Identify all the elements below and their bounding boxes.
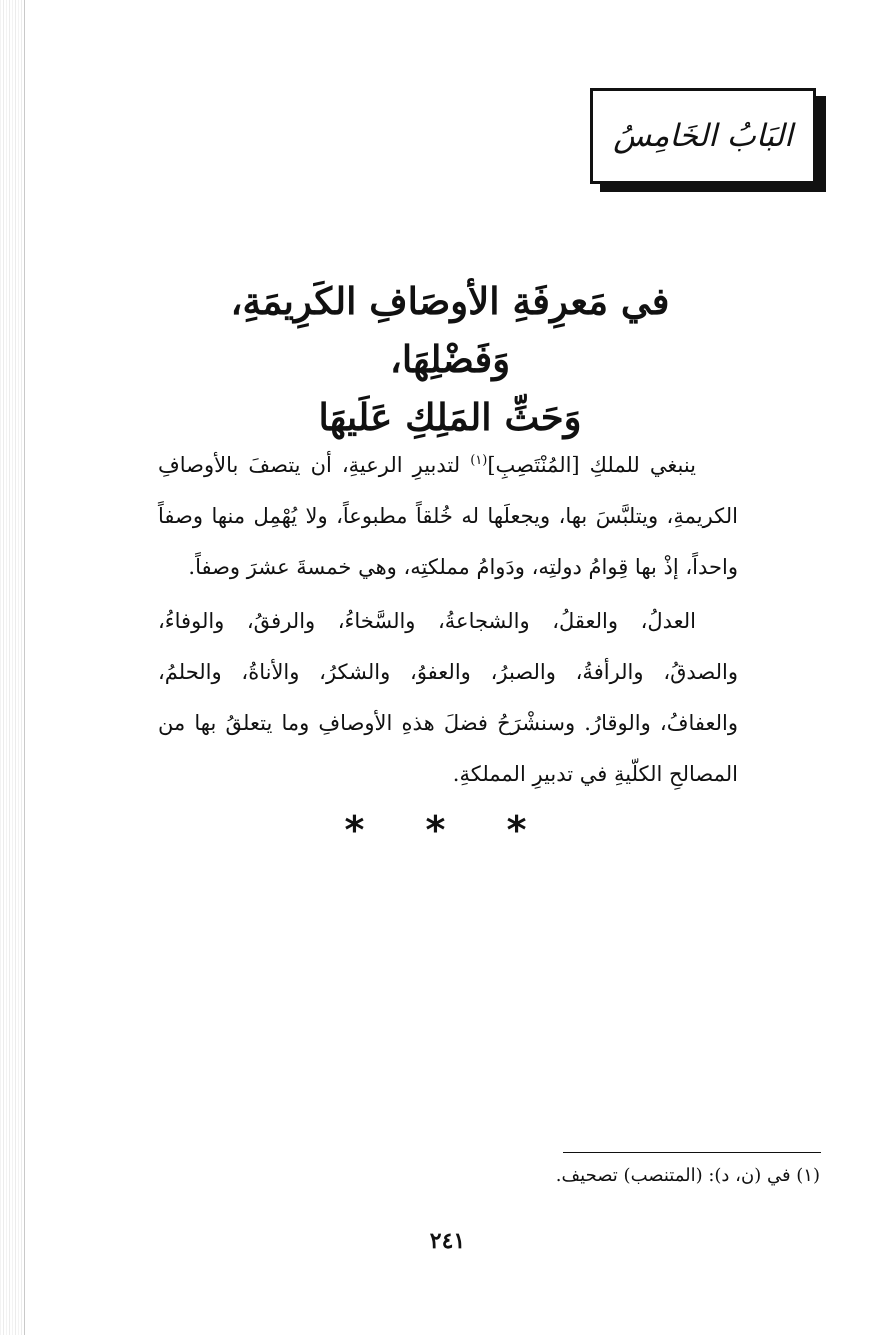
chapter-heading-box [590, 88, 816, 184]
section-separator: * * * [344, 808, 551, 852]
body-text [158, 440, 738, 800]
chapter-title [180, 272, 720, 446]
paragraph-2: العدلُ، والعقلُ، والشجاعةُ، والسَّخاءُ، والرفقُ، والوفاءُ، والصدقُ، والرأفةُ، والصبرُ، والعفوُ، والشكرُ، والأناةُ، والحلمُ، والعفافُ، والوقارُ. وسنشْرَحُ فضلَ هذهِ الأوصافِ وما يتعلقُ بها من المصالحِ الكلّيةِ في تدبيرِ المملكةِ. [158, 609, 738, 786]
chapter-heading-label: البَابُ الخَامِسُ [613, 118, 793, 154]
scan-edge-texture [0, 0, 26, 1335]
footnote: (١) في (ن، د): (المتنصب) تصحيف. [555, 1165, 820, 1186]
paragraph-1 [158, 440, 738, 593]
scan-edge-line [24, 0, 25, 1335]
footnote-reference: (١) [470, 453, 488, 468]
footnote-divider [563, 1152, 821, 1153]
chapter-title-line-1: في مَعرِفَةِ الأوصَافِ الكَرِيمَةِ، وَفَضْلِهَا، [230, 279, 670, 381]
page-number: ٢٤١ [429, 1228, 466, 1254]
paragraph-1-rest: لتدبيرِ الرعيةِ، أن يتصفَ بالأوصافِ الكريمةِ، ويتلبَّسَ بها، ويجعلَها له خُلقاً مطبوعاً، ولا يُهْمِل منها وصفاً واحداً، إذْ بها قِوامُ دولتِه، ودَوامُ مملكتِه، وهي خمسةَ عشرَ وصفاً. [158, 453, 738, 579]
paragraph-1-start: ينبغي للملكِ [المُنْتَصِبِ] [487, 453, 697, 477]
chapter-title-line-2: وَحَثِّ المَلِكِ عَلَيهَا [318, 395, 582, 439]
